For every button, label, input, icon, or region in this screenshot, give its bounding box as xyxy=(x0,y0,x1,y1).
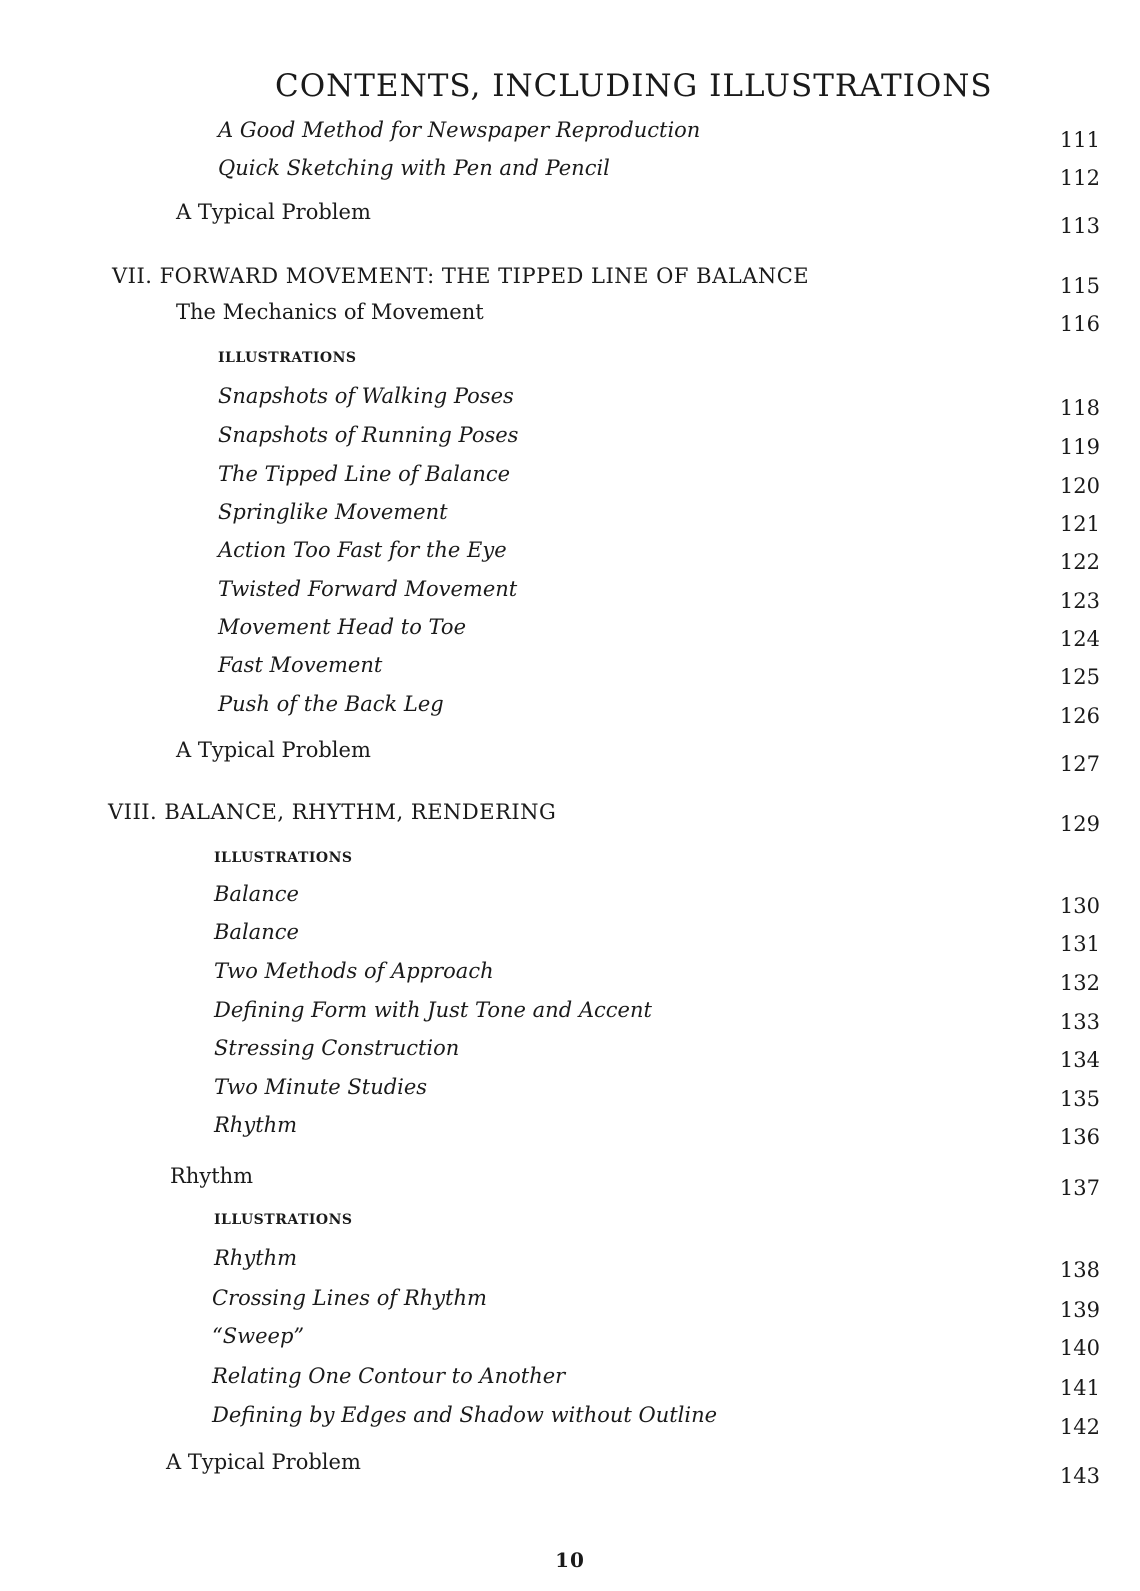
toc-entry xyxy=(0,1164,1140,1200)
toc-entry xyxy=(0,1403,1140,1439)
entry-page: 113 xyxy=(1059,214,1100,238)
entry-label: Crossing Lines of Rhythm xyxy=(212,1286,487,1310)
toc-entry xyxy=(0,577,1140,613)
toc-entry xyxy=(0,692,1140,728)
entry-page: 134 xyxy=(1059,1048,1100,1072)
toc-entry xyxy=(0,118,1140,152)
entry-page: 123 xyxy=(1059,589,1100,613)
entry-label: Fast Movement xyxy=(218,653,383,677)
entry-label: Stressing Construction xyxy=(214,1036,460,1060)
entry-label: Defining by Edges and Shadow without Outline xyxy=(212,1403,718,1427)
toc-entry xyxy=(0,200,1140,238)
entry-label: Relating One Contour to Another xyxy=(212,1364,566,1388)
entry-label: Twisted Forward Movement xyxy=(218,577,518,601)
entry-label: Springlike Movement xyxy=(218,500,448,524)
entry-label: Two Minute Studies xyxy=(214,1075,428,1099)
entry-page: 111 xyxy=(1059,128,1100,152)
entry-page: 136 xyxy=(1059,1125,1100,1149)
illustrations-label: ILLUSTRATIONS xyxy=(214,850,353,866)
toc-chapter xyxy=(0,264,1140,298)
entry-label: Action Too Fast for the Eye xyxy=(218,538,507,562)
entry-page: 126 xyxy=(1059,704,1100,728)
toc-entry xyxy=(0,615,1140,651)
entry-page: 118 xyxy=(1059,396,1100,420)
illustrations-heading xyxy=(0,850,1140,880)
entry-page: 120 xyxy=(1059,474,1100,498)
entry-page: 130 xyxy=(1059,894,1100,918)
entry-label: Rhythm xyxy=(214,1113,298,1137)
entry-page: 112 xyxy=(1059,166,1100,190)
toc-chapter xyxy=(0,800,1140,836)
entry-label: A Typical Problem xyxy=(176,738,371,762)
entry-page: 143 xyxy=(1059,1464,1100,1488)
entry-label: Snapshots of Running Poses xyxy=(218,423,519,447)
entry-page: 122 xyxy=(1059,550,1100,574)
toc-entry xyxy=(0,1246,1140,1282)
toc-entry xyxy=(0,959,1140,995)
entry-page: 125 xyxy=(1059,665,1100,689)
illustrations-label: ILLUSTRATIONS xyxy=(214,1212,353,1228)
entry-page: 133 xyxy=(1059,1010,1100,1034)
entry-page: 142 xyxy=(1059,1415,1100,1439)
entry-page: 127 xyxy=(1059,752,1100,776)
entry-label: Balance xyxy=(214,882,299,906)
illustrations-heading xyxy=(0,1212,1140,1242)
entry-page: 139 xyxy=(1059,1298,1100,1322)
toc-entry xyxy=(0,462,1140,498)
toc-entry xyxy=(0,500,1140,536)
chapter-label: VIII. BALANCE, RHYTHM, RENDERING xyxy=(108,800,557,824)
toc-entry xyxy=(0,1364,1140,1400)
entry-label: Balance xyxy=(214,920,299,944)
entry-label: The Mechanics of Movement xyxy=(176,300,484,324)
illustrations-label: ILLUSTRATIONS xyxy=(218,350,357,366)
toc-entry xyxy=(0,384,1140,420)
entry-page: 137 xyxy=(1059,1176,1100,1200)
entry-label: Quick Sketching with Pen and Pencil xyxy=(218,156,610,180)
entry-page: 132 xyxy=(1059,971,1100,995)
entry-page: 119 xyxy=(1059,435,1100,459)
toc-entry xyxy=(0,738,1140,776)
entry-page: 141 xyxy=(1059,1376,1100,1400)
page-number: 10 xyxy=(555,1548,585,1572)
entry-label: Snapshots of Walking Poses xyxy=(218,384,514,408)
entry-label: Two Methods of Approach xyxy=(214,959,494,983)
toc-entry xyxy=(0,156,1140,190)
entry-label: Push of the Back Leg xyxy=(218,692,444,716)
entry-label: A Typical Problem xyxy=(176,200,371,224)
entry-page: 135 xyxy=(1059,1087,1100,1111)
toc-entry xyxy=(0,653,1140,689)
toc-entry xyxy=(0,423,1140,459)
toc-entry xyxy=(0,882,1140,918)
entry-label: “Sweep” xyxy=(212,1324,305,1348)
toc-entry xyxy=(0,538,1140,574)
entry-page: 129 xyxy=(1059,812,1100,836)
entry-label: Rhythm xyxy=(170,1164,254,1188)
toc-entry xyxy=(0,1324,1140,1360)
entry-page: 121 xyxy=(1059,512,1100,536)
toc-entry xyxy=(0,1036,1140,1072)
toc-entry xyxy=(0,1450,1140,1488)
toc-entry xyxy=(0,920,1140,956)
entry-label: Rhythm xyxy=(214,1246,298,1270)
entry-page: 115 xyxy=(1059,274,1100,298)
entry-label: Movement Head to Toe xyxy=(218,615,467,639)
entry-page: 140 xyxy=(1059,1336,1100,1360)
toc-entry xyxy=(0,998,1140,1034)
page-title: CONTENTS, INCLUDING ILLUSTRATIONS xyxy=(275,68,993,104)
entry-page: 131 xyxy=(1059,932,1100,956)
entry-page: 138 xyxy=(1059,1258,1100,1282)
entry-label: The Tipped Line of Balance xyxy=(218,462,511,486)
illustrations-heading xyxy=(0,350,1140,380)
toc-entry xyxy=(0,300,1140,336)
toc-entry xyxy=(0,1113,1140,1149)
entry-page: 124 xyxy=(1059,627,1100,651)
entry-page: 116 xyxy=(1059,312,1100,336)
entry-label: Defining Form with Just Tone and Accent xyxy=(214,998,652,1022)
entry-label: A Good Method for Newspaper Reproduction xyxy=(218,118,701,142)
toc-entry xyxy=(0,1286,1140,1322)
toc-entry xyxy=(0,1075,1140,1111)
entry-label: A Typical Problem xyxy=(166,1450,361,1474)
chapter-label: VII. FORWARD MOVEMENT: THE TIPPED LINE OF BALANCE xyxy=(112,264,810,288)
